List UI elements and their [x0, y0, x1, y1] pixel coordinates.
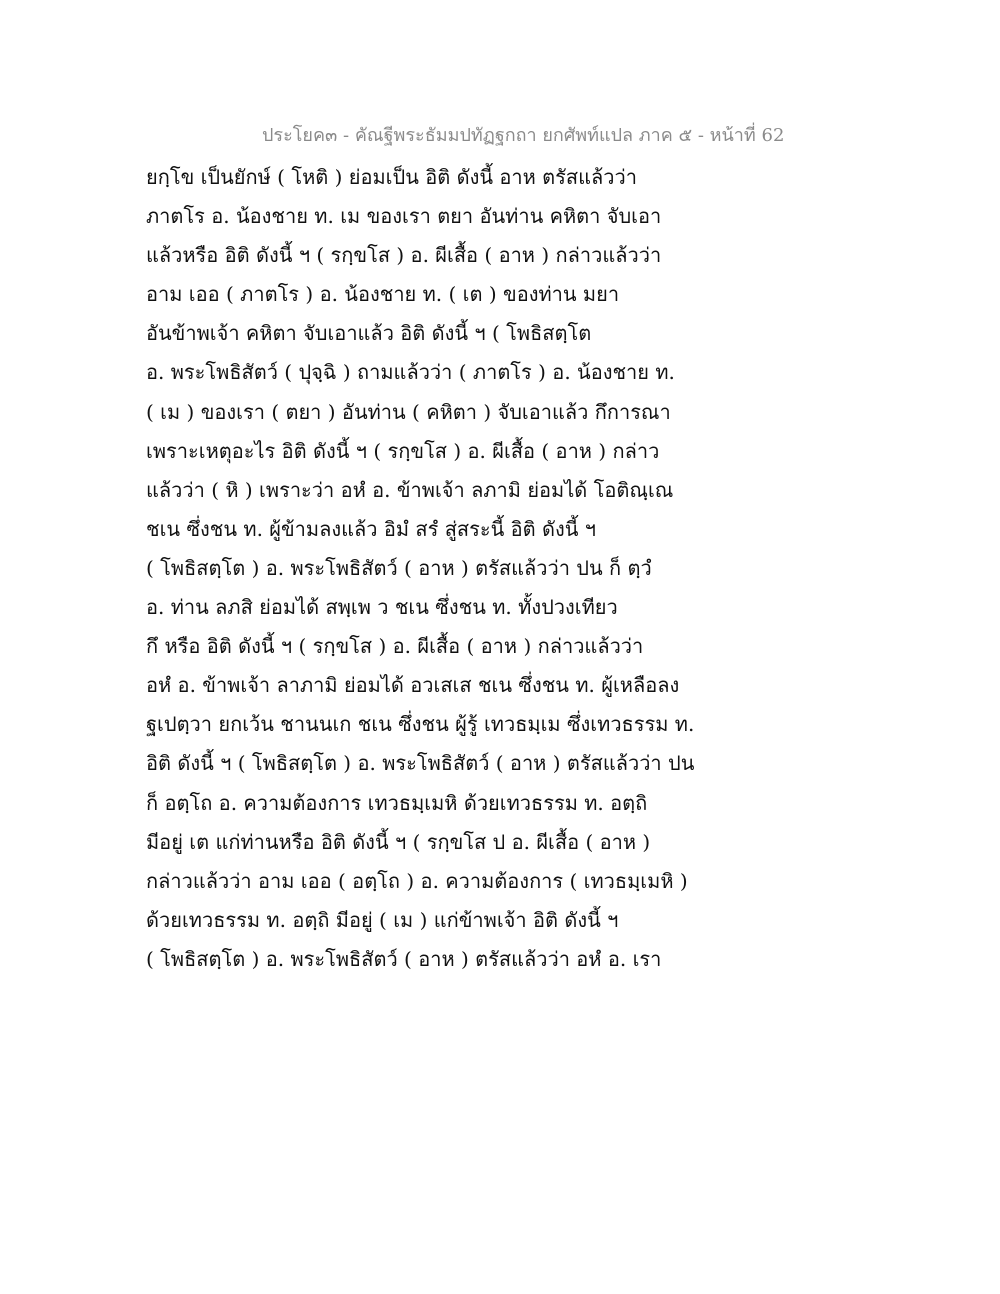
- text-line: ( เม ) ของเรา ( ตยา ) อันท่าน ( คหิตา ) จับเอาแล้ว กึการณา: [146, 399, 671, 424]
- text-line: อันข้าพเจ้า คหิตา จับเอาแล้ว อิติ ดังนี้ ฯ ( โพธิสตฺโต: [146, 321, 592, 346]
- text-line: อหํ อ. ข้าพเจ้า ลาภามิ ย่อมได้ อวเสเส ชเน ซึ่งชน ท. ผู้เหลือลง: [146, 673, 680, 698]
- text-line: อาม เออ ( ภาตโร ) อ. น้องชาย ท. ( เต ) ของท่าน มยา: [146, 282, 620, 307]
- text-line: ฐเปตฺวา ยกเว้น ชานนเก ชเน ซึ่งชน ผู้รู้ เทวธมฺเม ซึ่งเทวธรรม ท.: [146, 712, 695, 737]
- text-line: ชเน ซึ่งชน ท. ผู้ข้ามลงแล้ว อิมํ สรํ สู่สระนี้ อิติ ดังนี้ ฯ: [146, 516, 596, 541]
- text-line: เพราะเหตุอะไร อิติ ดังนี้ ฯ ( รกฺขโส ) อ. ผีเสื้อ ( อาห ) กล่าว: [146, 438, 660, 463]
- body-text: [146, 158, 766, 979]
- text-line: กึ หรือ อิติ ดังนี้ ฯ ( รกฺขโส ) อ. ผีเสื้อ ( อาห ) กล่าวแล้วว่า: [146, 634, 644, 659]
- text-line: ( โพธิสตฺโต ) อ. พระโพธิสัตว์ ( อาห ) ตรัสแล้วว่า ปน ก็ ตฺวํ: [146, 555, 652, 580]
- text-line: กล่าวแล้วว่า อาม เออ ( อตฺโถ ) อ. ความต้องการ ( เทวธมฺเมหิ ): [146, 868, 688, 893]
- text-line: แล้วว่า ( หิ ) เพราะว่า อหํ อ. ข้าพเจ้า ลภามิ ย่อมได้ โอติณฺเณ: [146, 477, 674, 502]
- text-line: มีอยู่ เต แก่ท่านหรือ อิติ ดังนี้ ฯ ( รกฺขโส ป อ. ผีเสื้อ ( อาห ): [146, 829, 651, 854]
- running-header: ประโยค๓ - คัณฐีพระธัมมปทัฏฐกถา ยกศัพท์แปล ภาค ๕ - หน้าที่ 62: [262, 125, 785, 146]
- text-line: อิติ ดังนี้ ฯ ( โพธิสตฺโต ) อ. พระโพธิสัตว์ ( อาห ) ตรัสแล้วว่า ปน: [146, 751, 695, 776]
- text-line: ด้วยเทวธรรม ท. อตฺถิ มีอยู่ ( เม ) แก่ข้าพเจ้า อิติ ดังนี้ ฯ: [146, 907, 619, 932]
- text-line: อ. ท่าน ลภสิ ย่อมได้ สพฺเพ ว ชเน ซึ่งชน ท. ทั้งปวงเทียว: [146, 595, 618, 620]
- text-line: แล้วหรือ อิติ ดังนี้ ฯ ( รกฺขโส ) อ. ผีเสื้อ ( อาห ) กล่าวแล้วว่า: [146, 243, 662, 268]
- text-line: ภาตโร อ. น้องชาย ท. เม ของเรา ตยา อันท่าน คหิตา จับเอา: [146, 204, 662, 229]
- text-line: ( โพธิสตฺโต ) อ. พระโพธิสัตว์ ( อาห ) ตรัสแล้วว่า อหํ อ. เรา: [146, 946, 662, 971]
- text-line: ยกฺโข เป็นยักษ์ ( โหติ ) ย่อมเป็น อิติ ดังนี้ อาห ตรัสแล้วว่า: [146, 165, 637, 189]
- text-line: อ. พระโพธิสัตว์ ( ปุจฺฉิ ) ถามแล้วว่า ( ภาตโร ) อ. น้องชาย ท.: [146, 360, 675, 385]
- text-line: ก็ อตฺโถ อ. ความต้องการ เทวธมฺเมหิ ด้วยเทวธรรม ท. อตฺถิ: [146, 790, 648, 815]
